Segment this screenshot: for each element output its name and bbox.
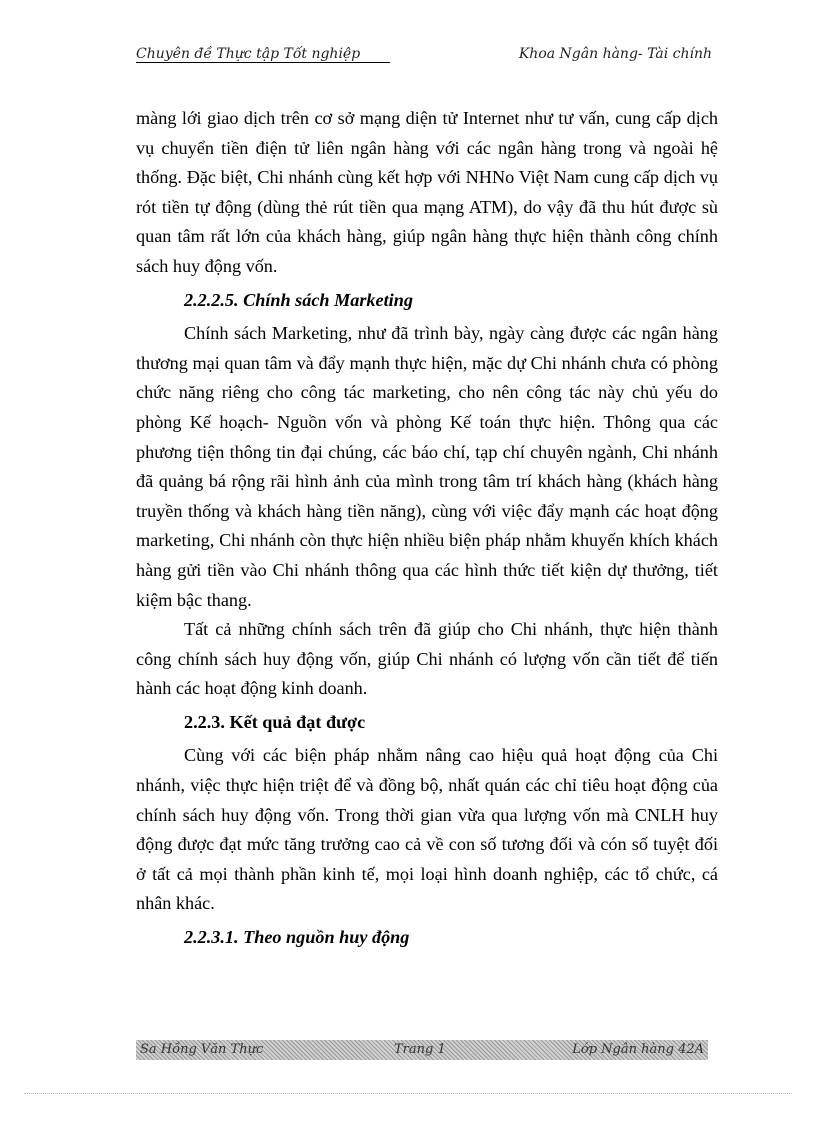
document-body: [136, 104, 718, 957]
paragraph-marketing: Chính sách Marketing, như đã trình bày, ngày càng được các ngân hàng thương mại quan tâm và đẩy mạnh thực hiện, mặc dự Chi nhánh chưa có phòng chức năng riêng cho công tác marketing, cho nên công tác này chủ yếu do phòng Kế hoạch- Nguồn vốn và phòng Kế toán thực hiện. Thông qua các phương tiện thông tin đại chúng, các báo chí, tạp chí chuyên ngành, Chi nhánh đã quảng bá rộng rãi hình ảnh của mình trong tâm trí khách hàng (khách hàng truyền thống và khách hàng tiền năng), cùng với việc đẩy mạnh các hoạt động marketing, Chi nhánh còn thực hiện nhiều biện pháp nhằm khuyến khích khách hàng gửi tiền vào Chi nhánh thông qua các hình thức tiết kiện dự thưởng, tiết kiệm bậc thang.: [136, 323, 718, 610]
paragraph-results: Cùng với các biện pháp nhằm nâng cao hiệu quả hoạt động của Chi nhánh, việc thực hiện triệt để và đồng bộ, nhất quán các chỉ tiêu hoạt động của chính sách huy động vốn. Trong thời gian vừa qua lượng vốn mà CNLH huy động được đạt mức tăng trưởng cao cả về con số tương đối và cón số tuyệt đối ở tất cả mọi thành phần kinh tế, mọi loại hình doanh nghiệp, các tổ chức, cá nhân khác.: [136, 745, 718, 914]
paragraph-summary: Tất cả những chính sách trên đã giúp cho Chi nhánh, thực hiện thành công chính sách huy động vốn, giúp Chi nhánh có lượng vốn cần tiết để tiến hành các hoạt động kinh doanh.: [136, 619, 718, 699]
footer-class: Lớp Ngân hàng 42A: [572, 1042, 704, 1057]
page-bottom-divider: [24, 1093, 792, 1094]
header-document-type: Chuyên đề Thực tập Tốt nghiệp: [136, 46, 390, 63]
footer-author: Sa Hồng Văn Thực: [140, 1042, 264, 1057]
footer-page-number: Trang 1: [394, 1042, 446, 1057]
page-footer: [136, 1040, 708, 1060]
header-faculty: Khoa Ngân hàng- Tài chính: [518, 46, 712, 62]
paragraph-continued: màng lới giao dịch trên cơ sở mạng diện tử Internet như tư vấn, cung cấp dịch vụ chuyển tiền điện tử liên ngân hàng với các ngân hàng trong và ngoài hệ thống. Đặc biệt, Chi nhánh cùng kết hợp với NHNo Việt Nam cung cấp dịch vụ rót tiền tự động (dùng thẻ rút tiền qua mạng ATM), do vậy đã thu hút được sù quan tâm rất lớn của khách hàng, giúp ngân hàng thực hiện thành công chính sách huy động vốn.: [136, 108, 718, 276]
section-heading-sources: 2.2.3.1. Theo nguồn huy động: [184, 927, 410, 948]
section-heading-marketing: 2.2.2.5. Chính sách Marketing: [184, 289, 413, 310]
page-header: [136, 46, 712, 68]
section-heading-results: 2.2.3. Kết quả đạt được: [184, 711, 366, 732]
